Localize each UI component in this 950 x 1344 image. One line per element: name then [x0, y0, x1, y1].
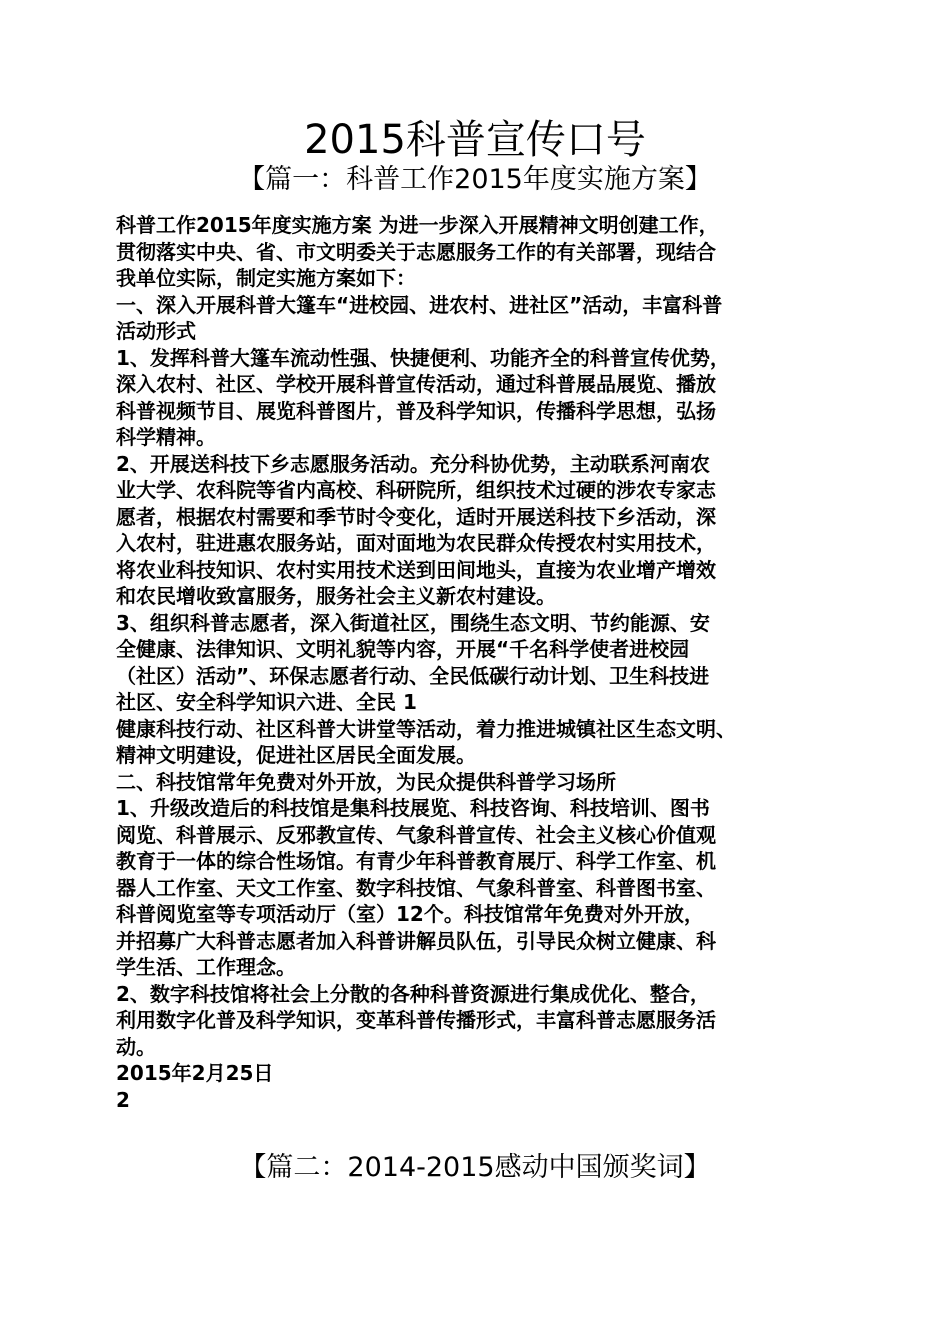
- section-title-1: 【篇一：科普工作2015年度实施方案】: [238, 164, 712, 195]
- text-line: 我单位实际，制定实施方案如下：: [116, 266, 416, 290]
- text-line: 业大学、农科院等省内高校、科研院所，组织技术过硬的涉农专家志: [116, 478, 716, 502]
- text-line: 学生活、工作理念。: [116, 955, 296, 979]
- text-line: 社区、安全科学知识六进、全民 1: [116, 690, 417, 714]
- text-line: （社区）活动”、环保志愿者行动、全民低碳行动计划、卫生科技进: [116, 663, 710, 688]
- text-line: 科学精神。: [116, 425, 216, 449]
- text-line: 科普视频节目、展览科普图片，普及科学知识，传播科学思想，弘扬: [116, 398, 716, 423]
- text-line: 二、科技馆常年免费对外开放，为民众提供科普学习场所: [116, 769, 616, 794]
- text-line: 精神文明建设，促进社区居民全面发展。: [116, 743, 476, 767]
- text-line: 2: [116, 1087, 130, 1112]
- text-line: 全健康、法律知识、文明礼貌等内容，开展“千名科学使者进校园: [116, 637, 690, 661]
- text-line: 愿者，根据农村需要和季节时令变化，适时开展送科技下乡活动，深: [116, 504, 716, 529]
- text-line: 器人工作室、天文工作室、数字科技馆、气象科普室、科普图书室、: [116, 875, 716, 900]
- text-line: 1、发挥科普大篷车流动性强、快捷便利、功能齐全的科普宣传优势，: [116, 345, 730, 370]
- text-line: 2、数字科技馆将社会上分散的各种科普资源进行集成优化、整合，: [116, 981, 710, 1006]
- text-line: 和农民增收致富服务，服务社会主义新农村建设。: [116, 584, 556, 608]
- document-title: 2015科普宣传口号: [304, 117, 646, 163]
- section-title-2: 【篇二：2014-2015感动中国颁奖词】: [239, 1152, 711, 1183]
- text-line: 动。: [116, 1034, 156, 1059]
- text-line: 将农业科技知识、农村实用技术送到田间地头，直接为农业增产增效: [116, 557, 716, 582]
- text-line: 活动形式: [116, 319, 196, 343]
- text-line: 3、组织科普志愿者，深入街道社区，围绕生态文明、节约能源、安: [116, 610, 710, 635]
- text-line: 一、深入开展科普大篷车“进校园、进农村、进社区”活动，丰富科普: [116, 292, 723, 317]
- text-line: 入农村，驻进惠农服务站，面对面地为农民群众传授农村实用技术，: [116, 531, 716, 555]
- text-line: 科普工作2015年度实施方案 为进一步深入开展精神文明创建工作，: [116, 213, 719, 237]
- text-line: 2、开展送科技下乡志愿服务活动。充分科协优势，主动联系河南农: [116, 451, 710, 476]
- text-line: 并招募广大科普志愿者加入科普讲解员队伍，引导民众树立健康、科: [116, 928, 716, 953]
- text-line: 教育于一体的综合性场馆。有青少年科普教育展厅、科学工作室、机: [116, 849, 716, 873]
- text-line: 1、升级改造后的科技馆是集科技展览、科技咨询、科技培训、图书: [116, 796, 710, 820]
- text-line: 健康科技行动、社区科普大讲堂等活动，着力推进城镇社区生态文明、: [116, 716, 736, 741]
- text-line: 2015年2月25日: [116, 1061, 274, 1085]
- text-line: 利用数字化普及科学知识，变革科普传播形式，丰富科普志愿服务活: [116, 1008, 716, 1032]
- document-body: [116, 212, 846, 1113]
- text-line: 阅览、科普展示、反邪教宣传、气象科普宣传、社会主义核心价值观: [116, 822, 716, 847]
- text-line: 贯彻落实中央、省、市文明委关于志愿服务工作的有关部署，现结合: [116, 239, 716, 264]
- text-line: 科普阅览室等专项活动厅（室）12个。科技馆常年免费对外开放，: [116, 902, 704, 926]
- text-line: 深入农村、社区、学校开展科普宣传活动，通过科普展品展览、播放: [116, 372, 716, 396]
